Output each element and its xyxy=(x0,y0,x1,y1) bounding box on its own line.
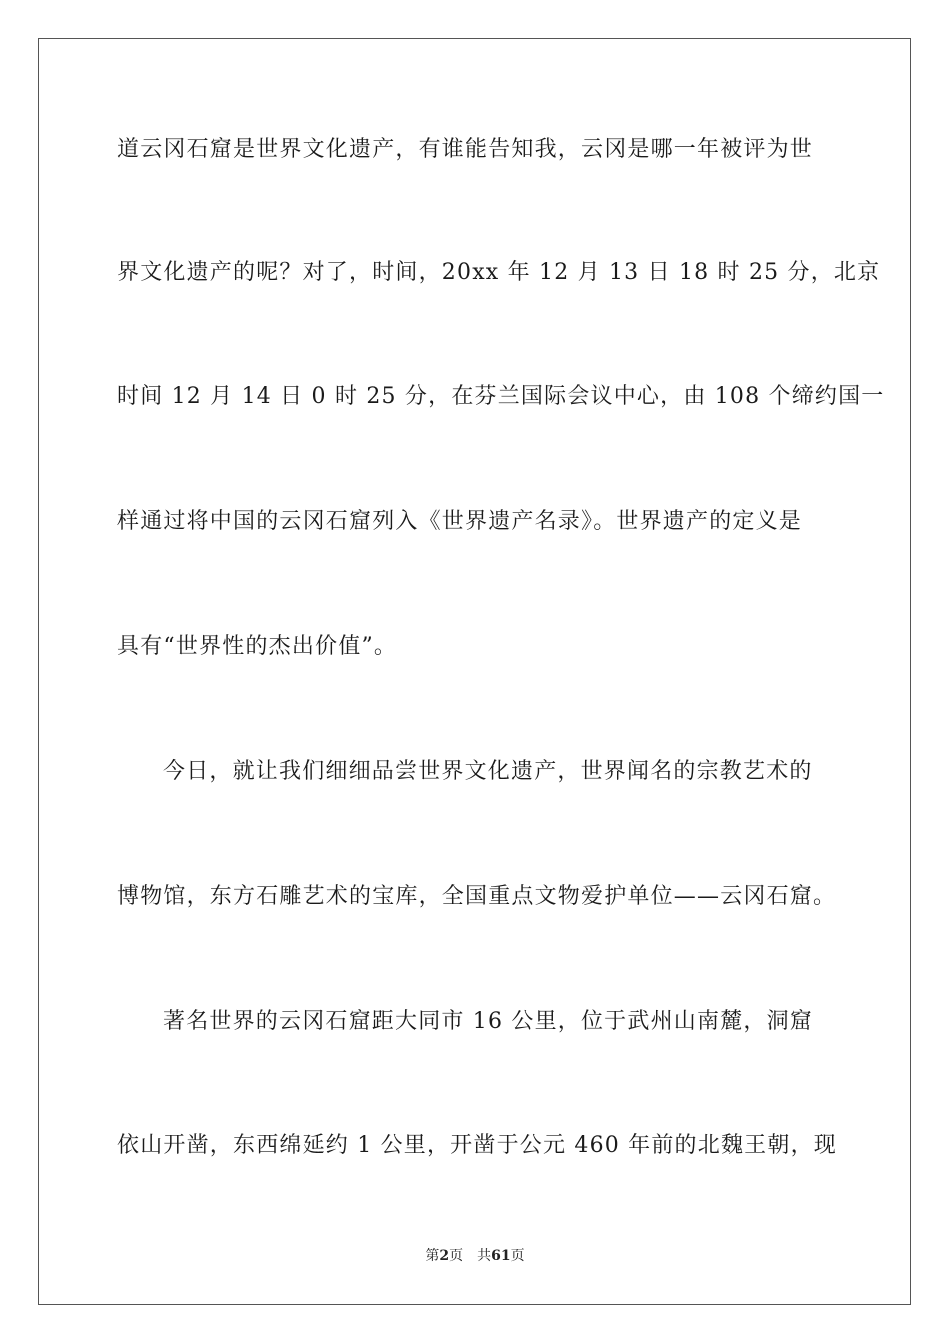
text-line: 道云冈石窟是世界文化遗产，有谁能告知我，云冈是哪一年被评为世 xyxy=(117,137,814,162)
page-prefix: 第 xyxy=(425,1248,440,1264)
paragraph-first-line: 今日，就让我们细细品尝世界文化遗产，世界闻名的宗教艺术的 xyxy=(163,759,813,784)
text-line: 依山开凿，东西绵延约 1 公里，开凿于公元 460 年前的北魏王朝，现 xyxy=(117,1133,837,1158)
page-total-number: 61 xyxy=(491,1248,511,1264)
total-prefix: 共 xyxy=(477,1248,492,1264)
text-line: 时间 12 月 14 日 0 时 25 分，在芬兰国际会议中心，由 108 个缔约国一 xyxy=(117,384,885,409)
paragraph-first-line: 著名世界的云冈石窟距大同市 16 公里，位于武州山南麓，洞窟 xyxy=(163,1009,813,1034)
text-line: 界文化遗产的呢？对了，时间，20xx 年 12 月 13 日 18 时 25 分，北京 xyxy=(117,260,881,285)
page-border xyxy=(38,38,911,1305)
page-suffix: 页 xyxy=(449,1248,464,1264)
text-line: 具有“世界性的杰出价值”。 xyxy=(117,634,398,659)
text-line: 博物馆，东方石雕艺术的宝库，全国重点文物爱护单位——云冈石窟。 xyxy=(117,884,837,909)
page-current-number: 2 xyxy=(439,1248,450,1264)
page-footer xyxy=(0,1246,950,1266)
text-line: 样通过将中国的云冈石窟列入《世界遗产名录》。世界遗产的定义是 xyxy=(117,509,803,534)
total-suffix: 页 xyxy=(510,1248,525,1264)
